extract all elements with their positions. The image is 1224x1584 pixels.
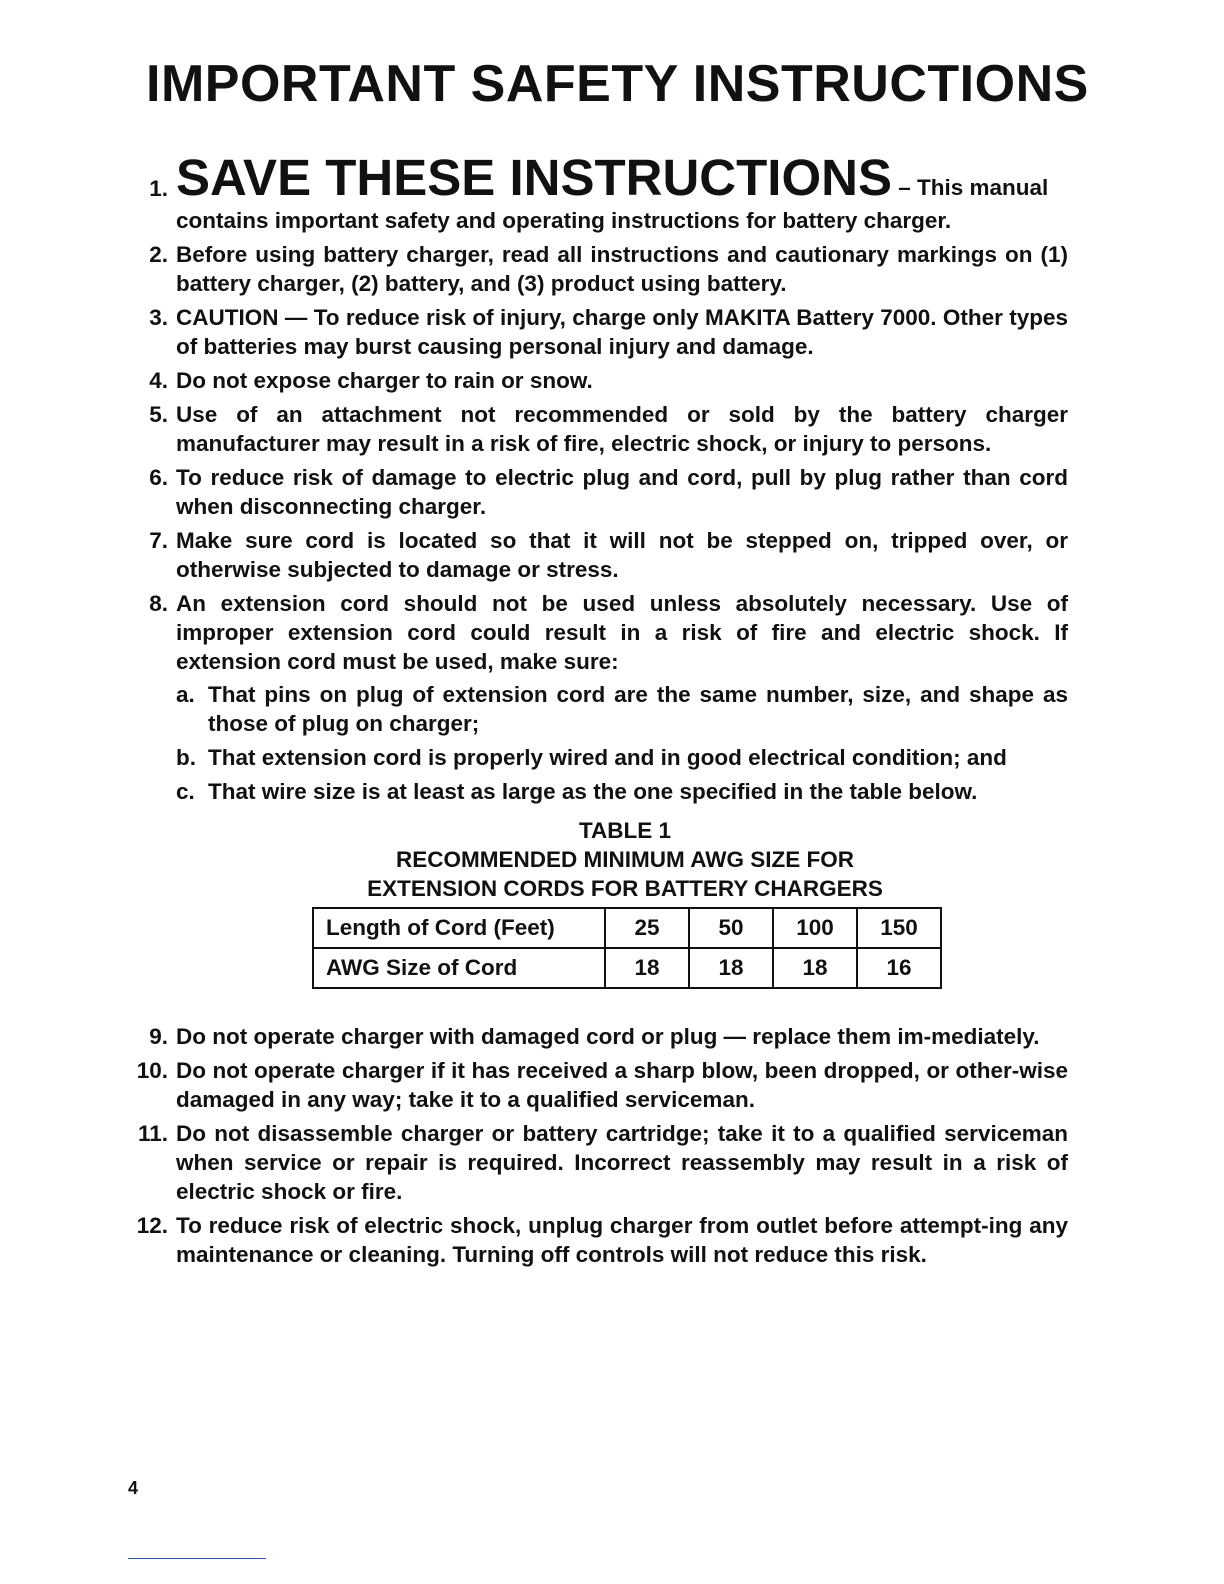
sub-item-text: That extension cord is properly wired and in good electrical condition; and (208, 745, 1007, 770)
table-cell: 150 (857, 908, 941, 948)
table-cell: 25 (605, 908, 689, 948)
instruction-item-5 (128, 400, 1068, 458)
page-title: IMPORTANT SAFETY INSTRUCTIONS (146, 55, 1089, 113)
item-text: To reduce risk of electric shock, unplug charger from outlet before attempt-ing any maintenance or cleaning. Turning off controls will not reduce this risk. (176, 1213, 1068, 1267)
item-number: 8. (149, 591, 168, 616)
item-number: 10. (136, 1058, 168, 1083)
instructions-list-part-2 (128, 1022, 1068, 1274)
row-header: AWG Size of Cord (313, 948, 605, 988)
instruction-item-4 (128, 366, 1068, 395)
instruction-item-12 (128, 1211, 1068, 1269)
instruction-item-10 (128, 1056, 1068, 1114)
table-caption-3: EXTENSION CORDS FOR BATTERY CHARGERS (367, 876, 883, 901)
item-text: Do not operate charger if it has received a sharp blow, been dropped, or other-wise damaged in any way; take it to a qualified serviceman. (176, 1058, 1068, 1112)
sub-item-label: c. (176, 779, 195, 804)
item-number: 12. (136, 1213, 168, 1238)
item-number: 9. (149, 1024, 168, 1049)
item-number: 6. (149, 465, 168, 490)
table-cell: 18 (773, 948, 857, 988)
table-caption-2: RECOMMENDED MINIMUM AWG SIZE FOR (396, 847, 854, 872)
item-text: Before using battery charger, read all instructions and cautionary markings on (1) battery charger, (2) battery, and (3) product using battery. (176, 242, 1068, 296)
item-number: 5. (149, 402, 168, 427)
item-number: 3. (149, 305, 168, 330)
sub-item-label: a. (176, 682, 195, 707)
item-number: 7. (149, 528, 168, 553)
bottom-rule (128, 1558, 266, 1559)
table-cell: 18 (689, 948, 773, 988)
table-cell: 50 (689, 908, 773, 948)
item-text: Make sure cord is located so that it will not be stepped on, tripped over, or otherwise subjected to damage or stress. (176, 528, 1068, 582)
item-text: Do not operate charger with damaged cord or plug — replace them im-mediately. (176, 1024, 1040, 1049)
item-text: An extension cord should not be used unless absolutely necessary. Use of improper extension cord could result in a risk of fire and electric shock. If extension cord must be used, make sure: (176, 591, 1068, 674)
table-cell: 16 (857, 948, 941, 988)
item-text: Do not disassemble charger or battery cartridge; take it to a qualified serviceman when service or repair is required. Incorrect reassembly may result in a risk of electric shock or fire. (176, 1121, 1068, 1204)
sub-item-a (176, 680, 1068, 738)
row-header: Length of Cord (Feet) (313, 908, 605, 948)
item-text: Use of an attachment not recommended or sold by the battery charger manufacturer may result in a risk of fire, electric shock, or injury to persons. (176, 402, 1068, 456)
item-text: To reduce risk of damage to electric plug and cord, pull by plug rather than cord when disconnecting charger. (176, 465, 1068, 519)
item-number: 2. (149, 242, 168, 267)
item-number: 4. (149, 368, 168, 393)
item-text: CAUTION — To reduce risk of injury, charge only MAKITA Battery 7000. Other types of batteries may burst causing personal injury and damage. (176, 305, 1068, 359)
instruction-item-7 (128, 526, 1068, 584)
sub-item-text: That wire size is at least as large as the one specified in the table below. (208, 779, 978, 804)
instruction-item-2 (128, 240, 1068, 298)
awg-table-block (300, 816, 950, 989)
sub-item-text: That pins on plug of extension cord are the same number, size, and shape as those of plug on charger; (208, 682, 1068, 736)
sub-item-b (176, 743, 1068, 772)
item-heading: SAVE THESE INSTRUCTIONS (176, 149, 892, 206)
instruction-item-9 (128, 1022, 1068, 1051)
instruction-item-11 (128, 1119, 1068, 1206)
table-cell: 18 (605, 948, 689, 988)
instruction-item-6 (128, 463, 1068, 521)
instruction-item-8 (128, 589, 1068, 806)
item-number: 11. (137, 1121, 168, 1146)
instruction-item-1 (128, 150, 1068, 235)
item-heading-tail: – This manual (891, 175, 1049, 200)
item-number: 1. (149, 176, 168, 201)
instructions-list-part-1 (128, 150, 1068, 811)
item-text: contains important safety and operating instructions for battery charger. (176, 208, 952, 233)
instruction-item-3 (128, 303, 1068, 361)
sub-item-label: b. (176, 745, 196, 770)
table-caption-1: TABLE 1 (578, 818, 672, 843)
page-number: 4 (128, 1478, 139, 1498)
sub-item-c (176, 777, 1068, 806)
sub-list (176, 680, 1068, 806)
item-text: Do not expose charger to rain or snow. (176, 368, 593, 393)
table-row (313, 908, 941, 948)
table-cell: 100 (773, 908, 857, 948)
table-row (313, 948, 941, 988)
awg-size-table (312, 907, 942, 989)
